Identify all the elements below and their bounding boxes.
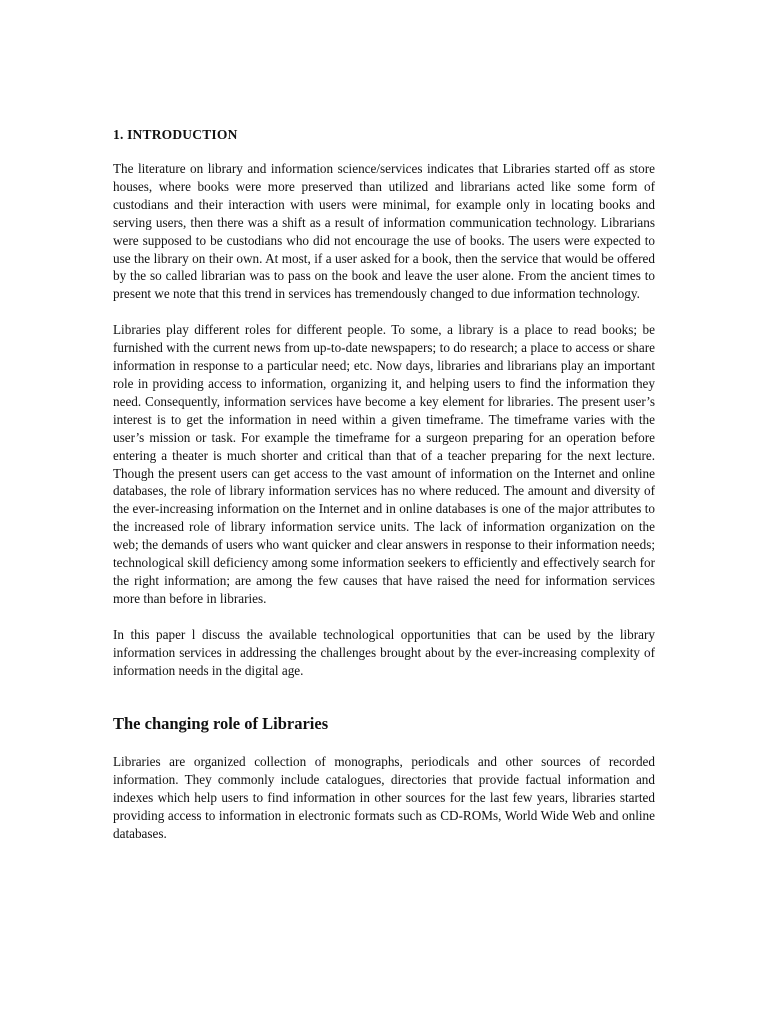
paragraph-library-history: The literature on library and information science/services indicates that Libraries started off as store houses, where books were more preserved than utilized and librarians acted like some form of custodians and their interaction with users were minimal, for example only in locating books and serving users, then there was a shift as a result of information communication technology. Librarians were supposed to be custodians who did not encourage the use of books. The users were expected to use the library on their own. At most, if a user asked for a book, then the service that would be offered by the so called librarian was to pass on the book and leave the user alone. From the ancient times to present we note that this trend in services has tremendously changed to due information technology. [113, 161, 655, 302]
paragraph-libraries-definition: Libraries are organized collection of monographs, periodicals and other sources of recorded information. They commonly include catalogues, directories that provide factual information and indexes which help users to find information in other sources for the last few years, libraries started providing access to information in electronic formats such as CD-ROMs, World Wide Web and online databases. [113, 754, 655, 842]
section-heading-introduction: 1. INTRODUCTION [113, 127, 238, 142]
document-page [113, 126, 655, 861]
paragraph-library-roles: Libraries play different roles for different people. To some, a library is a place to read books; be furnished with the current news from up-to-date newspapers; to do research; a place to access or share information in response to a particular need; etc. Now days, libraries and librarians play an important role in providing access to information, organizing it, and helping users to find the information they need. Consequently, information services have become a key element for libraries. The present user’s interest is to get the information in need within a given timeframe. The timeframe varies with the user’s mission or task. For example the timeframe for a surgeon preparing for an operation before entering a theater is much shorter and critical than that of a teacher preparing for the next lecture. Though the present users can get access to the vast amount of information on the Internet and online databases, the role of library information services has no where reduced. The amount and diversity of the ever-increasing information on the Internet and in online databases is one of the major attributes to the increased role of library information service units. The lack of information organization on the web; the demands of users who want quicker and clear answers in response to their information needs; technological skill deficiency among some information seekers to efficiently and effectively search for the right information; are among the few causes that have raised the need for information services more than before in libraries. [113, 322, 655, 606]
paragraph-paper-purpose: In this paper l discuss the available technological opportunities that can be used by the library information services in addressing the challenges brought about by the ever-increasing complexity of information needs in the digital age. [113, 626, 655, 678]
subheading-changing-role: The changing role of Libraries [113, 714, 329, 734]
